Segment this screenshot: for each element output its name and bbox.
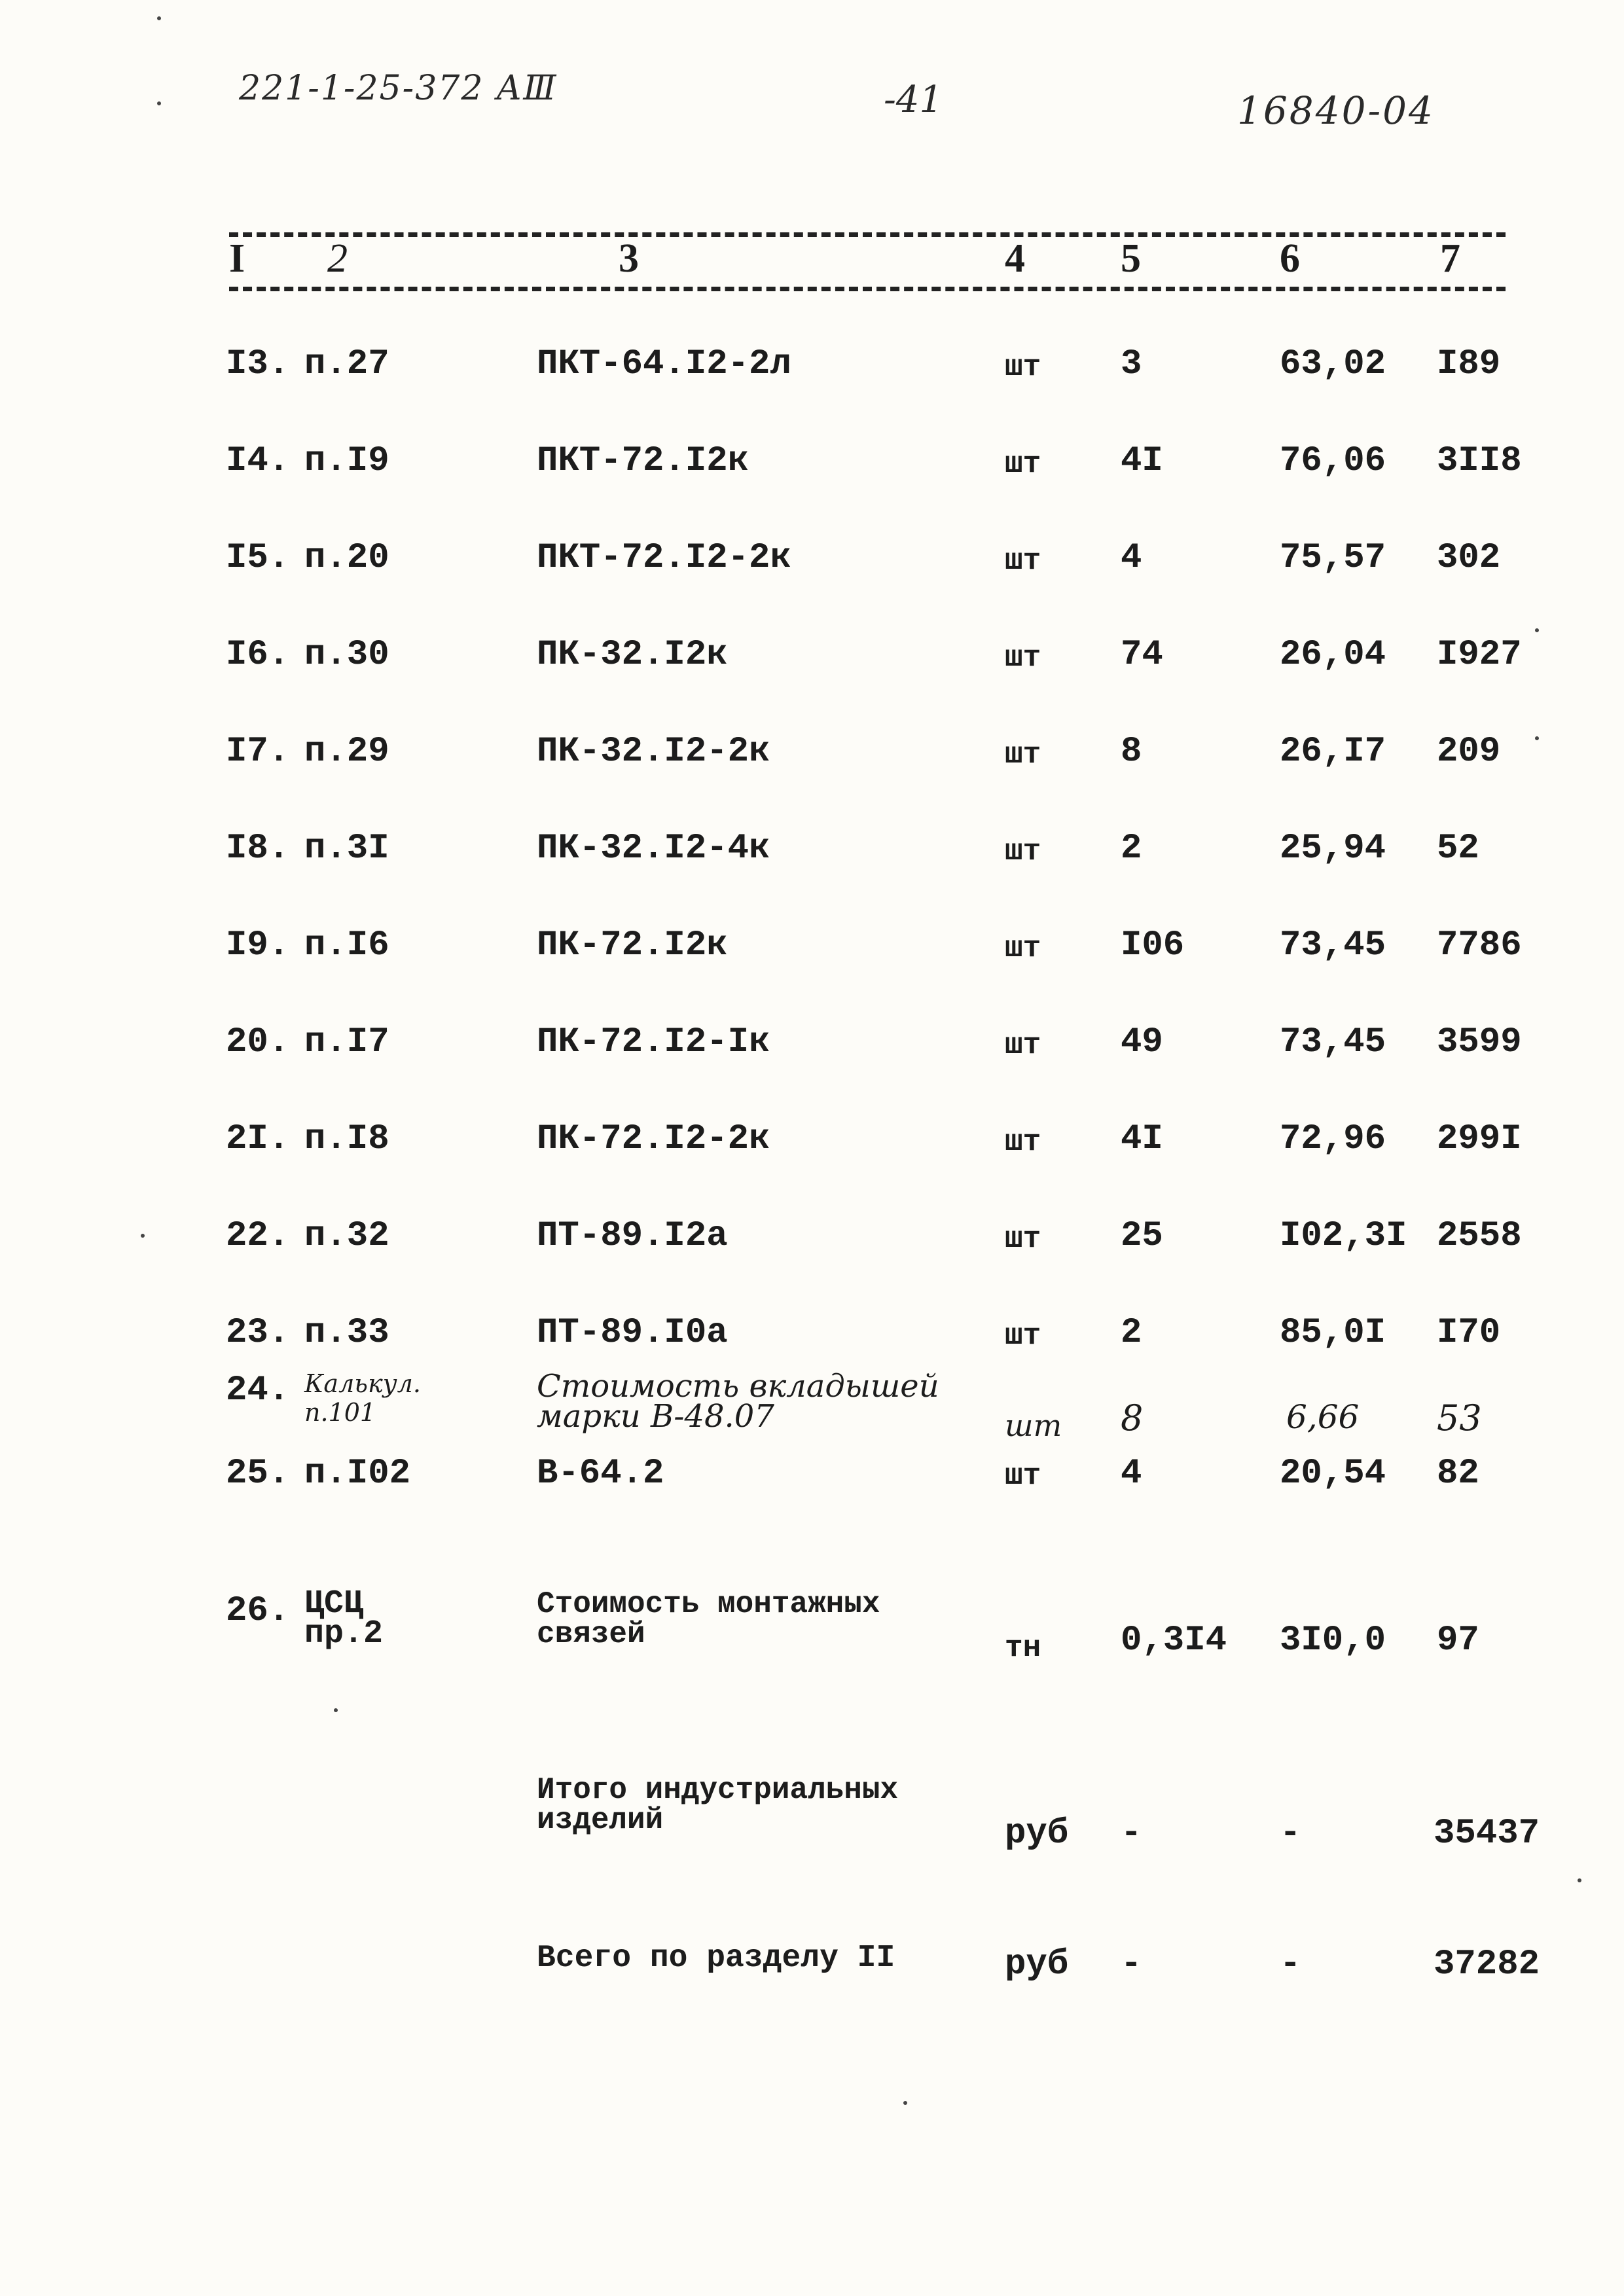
scan-speck xyxy=(1535,628,1539,632)
column-header-4: 4 xyxy=(1005,236,1025,281)
column-header-1: I xyxy=(229,236,245,281)
row-23-reference: п.33 xyxy=(304,1313,389,1353)
table-header-bottom-rule xyxy=(229,287,1506,291)
row-22-unit: шт xyxy=(1005,1222,1041,1256)
row-14-name: ПКТ-72.I2к xyxy=(537,441,749,481)
row-24-quantity: 8 xyxy=(1121,1397,1144,1439)
row-18-number: I8. xyxy=(226,829,290,869)
row-25-unit: шт xyxy=(1005,1459,1041,1493)
row-26-quantity: 0,3I4 xyxy=(1121,1621,1227,1660)
row-25-number: 25. xyxy=(226,1454,290,1494)
row-22-quantity: 25 xyxy=(1121,1216,1163,1256)
row-13-unit: шт xyxy=(1005,350,1041,384)
row-20-total: 3599 xyxy=(1437,1022,1522,1062)
row-13-quantity: 3 xyxy=(1121,344,1142,384)
row-19-name: ПК-72.I2к xyxy=(537,925,728,965)
row-20-quantity: 49 xyxy=(1121,1022,1163,1062)
total-industrial-unit: руб xyxy=(1005,1814,1069,1854)
row-23-total: I70 xyxy=(1437,1313,1501,1353)
row-14-price: 76,06 xyxy=(1280,441,1386,481)
total-section-label: Всего по разделу II xyxy=(537,1941,895,1976)
row-24-total: 53 xyxy=(1437,1397,1482,1439)
scan-speck xyxy=(1578,1878,1581,1882)
row-23-quantity: 2 xyxy=(1121,1313,1142,1353)
row-16-reference: п.30 xyxy=(304,635,389,675)
row-21-reference: п.I8 xyxy=(304,1119,389,1159)
scan-speck xyxy=(157,101,161,105)
scan-speck xyxy=(1535,736,1539,740)
total-section-sum: 37282 xyxy=(1434,1945,1540,1984)
row-17-reference: п.29 xyxy=(304,732,389,772)
row-16-quantity: 74 xyxy=(1121,635,1163,675)
row-22-reference: п.32 xyxy=(304,1216,389,1256)
row-21-name: ПК-72.I2-2к xyxy=(537,1119,770,1159)
row-22-price: I02,3I xyxy=(1280,1216,1407,1256)
row-24-unit: шт xyxy=(1005,1408,1062,1443)
row-13-reference: п.27 xyxy=(304,344,389,384)
row-23-name: ПТ-89.I0а xyxy=(537,1313,728,1353)
row-26-name: Стоимость монтажных связей xyxy=(537,1587,880,1651)
row-15-price: 75,57 xyxy=(1280,538,1386,578)
row-14-number: I4. xyxy=(226,441,290,481)
row-23-price: 85,0I xyxy=(1280,1313,1386,1353)
column-header-3: 3 xyxy=(619,236,639,281)
row-24-number: 24. xyxy=(226,1371,290,1410)
column-header-5: 5 xyxy=(1121,236,1141,281)
total-industrial-sum: 35437 xyxy=(1434,1814,1540,1854)
row-21-unit: шт xyxy=(1005,1125,1041,1159)
row-15-reference: п.20 xyxy=(304,538,389,578)
row-14-unit: шт xyxy=(1005,447,1041,481)
row-25-price: 20,54 xyxy=(1280,1454,1386,1494)
row-13-number: I3. xyxy=(226,344,290,384)
row-24-price: 6,66 xyxy=(1286,1398,1360,1436)
row-18-reference: п.3I xyxy=(304,829,389,869)
row-24-reference: Калькул. п.101 xyxy=(304,1369,421,1427)
row-20-number: 20. xyxy=(226,1022,290,1062)
row-26-number: 26. xyxy=(226,1591,290,1631)
row-25-reference: п.I02 xyxy=(304,1454,411,1494)
row-19-number: I9. xyxy=(226,925,290,965)
row-16-price: 26,04 xyxy=(1280,635,1386,675)
scan-speck xyxy=(157,16,161,20)
row-19-reference: п.I6 xyxy=(304,925,389,965)
column-header-2: 2 xyxy=(327,236,348,281)
page-number: -41 xyxy=(884,79,943,121)
row-15-name: ПКТ-72.I2-2к xyxy=(537,538,791,578)
row-18-price: 25,94 xyxy=(1280,829,1386,869)
column-header-7: 7 xyxy=(1440,236,1460,281)
row-18-quantity: 2 xyxy=(1121,829,1142,869)
row-19-price: 73,45 xyxy=(1280,925,1386,965)
row-18-total: 52 xyxy=(1437,829,1479,869)
row-18-unit: шт xyxy=(1005,834,1041,869)
total-industrial-qty: - xyxy=(1121,1814,1142,1854)
row-19-total: 7786 xyxy=(1437,925,1522,965)
row-16-total: I927 xyxy=(1437,635,1522,675)
row-17-total: 209 xyxy=(1437,732,1501,772)
row-20-price: 73,45 xyxy=(1280,1022,1386,1062)
total-section-price: - xyxy=(1280,1945,1301,1984)
row-26-unit: тн xyxy=(1005,1631,1041,1665)
row-17-name: ПК-32.I2-2к xyxy=(537,732,770,772)
row-14-reference: п.I9 xyxy=(304,441,389,481)
row-20-name: ПК-72.I2-Iк xyxy=(537,1022,770,1062)
row-15-number: I5. xyxy=(226,538,290,578)
total-section-unit: руб xyxy=(1005,1945,1069,1984)
row-19-quantity: I06 xyxy=(1121,925,1185,965)
row-21-number: 2I. xyxy=(226,1119,290,1159)
row-26-total: 97 xyxy=(1437,1621,1479,1660)
scan-speck xyxy=(141,1234,145,1238)
row-20-unit: шт xyxy=(1005,1028,1041,1062)
row-23-unit: шт xyxy=(1005,1319,1041,1353)
row-18-name: ПК-32.I2-4к xyxy=(537,829,770,869)
row-13-total: I89 xyxy=(1437,344,1501,384)
row-21-price: 72,96 xyxy=(1280,1119,1386,1159)
row-25-total: 82 xyxy=(1437,1454,1479,1494)
row-22-number: 22. xyxy=(226,1216,290,1256)
scan-speck xyxy=(334,1708,338,1712)
total-industrial-price: - xyxy=(1280,1814,1301,1854)
row-15-quantity: 4 xyxy=(1121,538,1142,578)
row-24-name: Стоимость вкладышей марки В-48.07 xyxy=(537,1368,939,1435)
row-16-name: ПК-32.I2к xyxy=(537,635,728,675)
row-25-quantity: 4 xyxy=(1121,1454,1142,1494)
row-16-unit: шт xyxy=(1005,641,1041,675)
row-25-name: В-64.2 xyxy=(537,1454,664,1494)
row-14-total: 3II8 xyxy=(1437,441,1522,481)
row-26-reference: ЦСЦ пр.2 xyxy=(304,1585,384,1653)
row-17-price: 26,I7 xyxy=(1280,732,1386,772)
row-22-name: ПТ-89.I2а xyxy=(537,1216,728,1256)
scan-speck xyxy=(903,2101,907,2105)
row-16-number: I6. xyxy=(226,635,290,675)
row-21-total: 299I xyxy=(1437,1119,1522,1159)
row-17-quantity: 8 xyxy=(1121,732,1142,772)
row-19-unit: шт xyxy=(1005,931,1041,965)
row-15-total: 302 xyxy=(1437,538,1501,578)
row-13-name: ПКТ-64.I2-2л xyxy=(537,344,791,384)
row-21-quantity: 4I xyxy=(1121,1119,1163,1159)
row-13-price: 63,02 xyxy=(1280,344,1386,384)
row-23-number: 23. xyxy=(226,1313,290,1353)
row-17-number: I7. xyxy=(226,732,290,772)
document-code: 221-1-25-372 АⅢ xyxy=(239,69,558,108)
column-header-6: 6 xyxy=(1280,236,1300,281)
row-15-unit: шт xyxy=(1005,544,1041,578)
total-industrial-label: Итого индустриальных изделий xyxy=(537,1773,899,1837)
row-26-price: 3I0,0 xyxy=(1280,1621,1386,1660)
row-22-total: 2558 xyxy=(1437,1216,1522,1256)
document-number: 16840-04 xyxy=(1237,88,1435,133)
table-header-top-rule xyxy=(229,232,1506,237)
row-14-quantity: 4I xyxy=(1121,441,1163,481)
row-17-unit: шт xyxy=(1005,738,1041,772)
total-section-qty: - xyxy=(1121,1945,1142,1984)
row-20-reference: п.I7 xyxy=(304,1022,389,1062)
